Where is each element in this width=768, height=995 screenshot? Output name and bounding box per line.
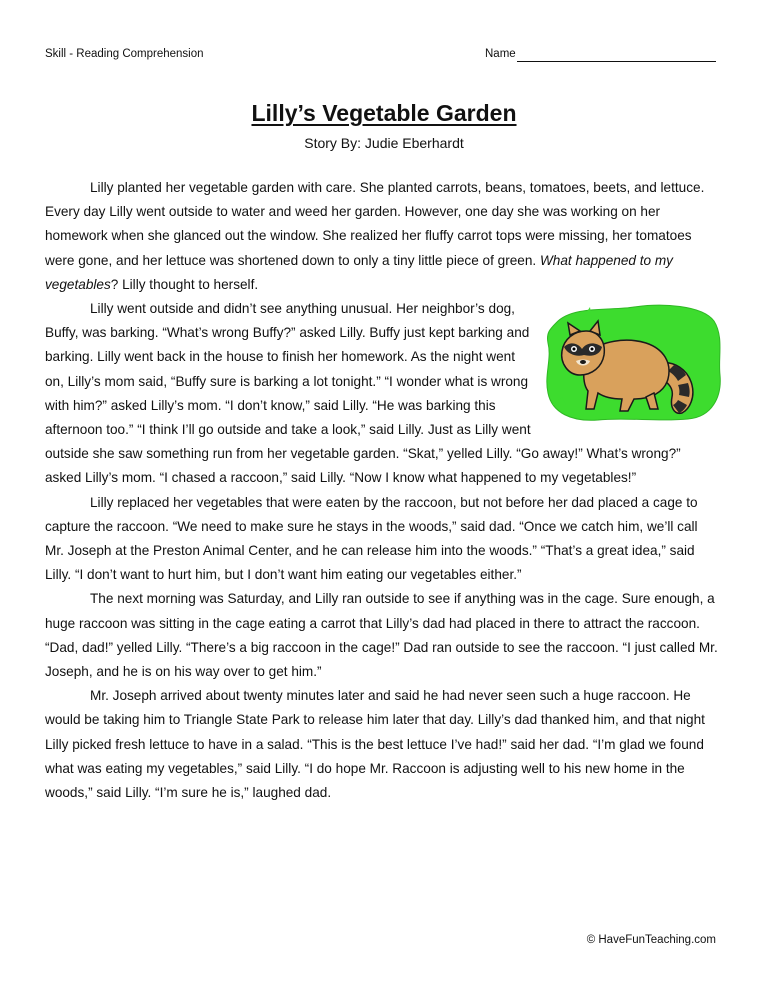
paragraph-1-text: Lilly planted her vegetable garden with care. She planted carrots, beans, tomatoes, beets, and lettuce. Every day Lilly went outside to water and weed her garden. However, one day she was working on her homework when she glanced out the window. She realized her fluffy carrot tops were missing, her tomatoes were gone, and her lettuce was shortened down to only a tiny little piece of green. [45,180,705,268]
story-paragraph-5: Mr. Joseph arrived about twenty minutes later and said he had never seen such a huge raccoon. He would be taking him to Triangle State Park to release him later that day. Lilly’s dad thanked him, and that night Lilly picked fresh lettuce to have in a salad. “This is the best lettuce I’ve had!” said her dad. “I’m glad we found what was eating my vegetables,” said Lilly. “I do hope Mr. Raccoon is adjusting well to his new home in the woods,” said Lilly. “I’m sure he is,” laughed dad. [45,688,705,801]
raccoon-illustration [542,301,722,423]
skill-label: Skill - Reading Comprehension [45,48,204,60]
name-blank-line[interactable] [517,48,716,62]
story-paragraph-1 [45,176,720,297]
story-byline: Story By: Judie Eberhardt [304,135,464,151]
story-title: Lilly’s Vegetable Garden [251,100,517,126]
name-field[interactable] [485,46,716,62]
paragraph-2-text: Lilly went outside and didn’t see anything unusual. Her neighbor’s dog, Buffy, was barking. “What’s wrong Buffy?” asked Lilly. Buffy just kept barking and barking. Lilly went back in the house to finish her homework. As the night went on, Lilly’s mom said, “Buffy sure is barking a lot tonight.” “I wonder what is wrong with him?” asked Lilly’s mom. “I don’t know,” said Lilly. “He was barking this afternoon too.” “I think I’ll go outside and take a look,” said Lilly. Just as Lilly went outside she saw something run from her vegetable garden. “Skat,” yelled Lilly. “Go away!” What’s wrong?” asked Lilly’s mom. “I chased a raccoon,” said Lilly. “Now I know what happened to my vegetables!” [45,301,681,486]
story-body [45,176,720,805]
paragraph-1-thought: What happened to my vegetables [45,252,673,292]
name-label: Name [485,48,516,60]
story-paragraph-3: Lilly replaced her vegetables that were eaten by the raccoon, but not before her dad placed a cage to capture the raccoon. “We need to make sure he stays in the woods,” said dad. “Once we catch him, we’ll call Mr. Joseph at the Preston Animal Center, and he can release him into the woods.” “That’s a great idea,” said Lilly. “I don’t want to hurt him, but I don’t want him eating our vegetables either.” [45,494,698,583]
page-header [45,46,716,62]
story-paragraph-2 [45,297,720,491]
paragraph-1-text-end: ? Lilly thought to herself. [110,276,259,292]
story-paragraph-4: The next morning was Saturday, and Lilly ran outside to see if anything was in the cage. Sure enough, a huge raccoon was sitting in the cage eating a carrot that Lilly’s dad had placed in there to attract the raccoon. “Dad, dad!” yelled Lilly. “There’s a big raccoon in the cage!” Dad ran outside to see the raccoon. “I just called Mr. Joseph, and he is on his way over to get him.” [45,591,718,680]
copyright-footer: © HaveFunTeaching.com [586,934,716,946]
